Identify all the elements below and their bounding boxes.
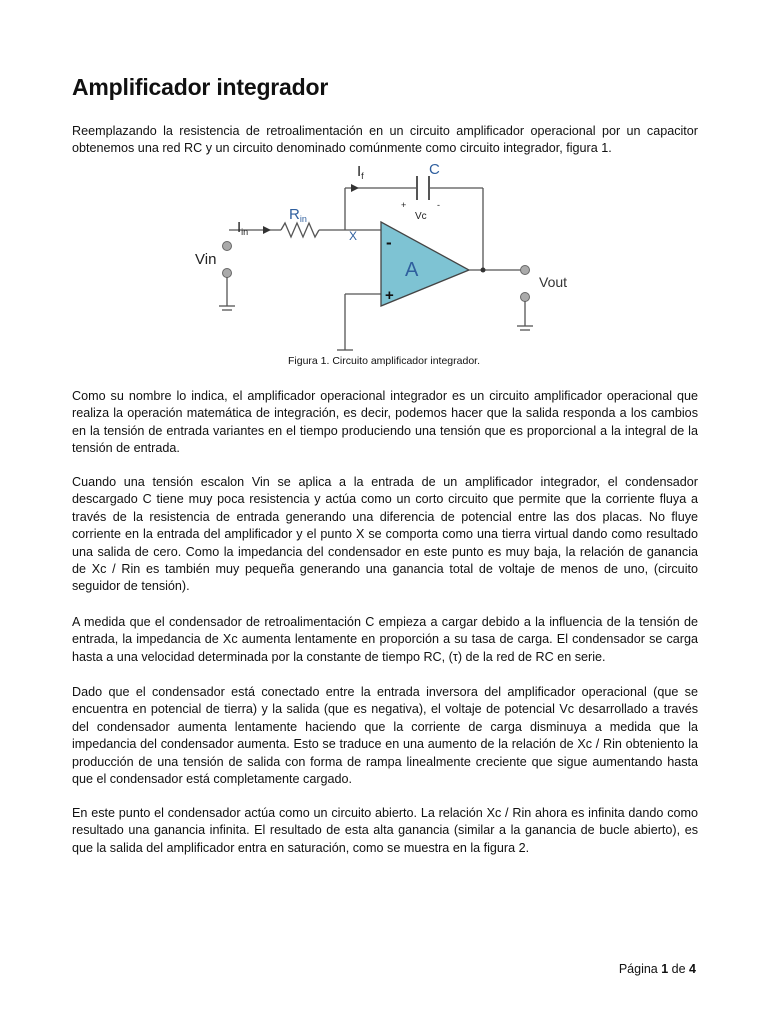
opamp-triangle [381, 222, 469, 306]
paragraph-3: A medida que el condensador de retroalimentación C empieza a cargar debido a la influencia de la tensión de entrada, la impedancia de Xc aumenta lentamente en proporción a su tasa de carga. El condensador se carga hasta a una velocidad determinada por la constante de tiempo RC, (τ) de la red de RC en serie. [72, 615, 698, 664]
paragraph-5: En este punto el condensador actúa como un circuito abierto. La relación Xc / Rin ahora es infinita dando como resultado una ganancia infinita. El resultado de esta alta ganancia (similar a la ganancia de bucle abierto), es que la salida del amplificador entra en saturación, como se muestra en la figura 2. [72, 806, 698, 855]
vin-label: Vin [195, 251, 217, 268]
integrator-circuit-diagram [185, 160, 585, 360]
circuit-figure [185, 160, 585, 360]
output-node [481, 268, 486, 273]
noninverting-input-sign: + [385, 287, 394, 304]
cap-plus-label: + [401, 200, 407, 210]
vout-label: Vout [539, 274, 568, 290]
c-label: C [429, 161, 440, 178]
rin-resistor [281, 223, 319, 237]
vc-label: Vc [415, 211, 427, 222]
paragraph-2: Cuando una tensión escalon Vin se aplica a la entrada de un amplificador integrador, el condensador descargado C tiene muy poca resistencia y actúa como un corto circuito que permite que la corriente fluya a través de la resistencia de entrada generando una diferencia de potencial entre las dos placas. No fluye corriente en la entrada del amplificador y el punto X se comporta como una tierra virtual dando como resultado una salida de cero. Como la impedancia del condensador en este punto es muy baja, la relación de ganancia de Xc / Rin es también muy pequeña generando una ganancia total de voltaje de menos de uno, (circuito seguidor de tensión). [72, 475, 698, 594]
figure-caption: Figura 1. Circuito amplificador integrador. [287, 355, 480, 367]
iin-label: $I_{in}$ [237, 219, 249, 237]
vout-terminal-top [521, 266, 530, 275]
if-arrow [351, 184, 359, 192]
paragraph-4: Dado que el condensador está conectado entre la entrada inversora del amplificador operacional (que se encuentra en potencial de tierra) y la salida (que es negativa), el voltaje de potencial Vc desarrollado a través del condensador aumenta lentamente haciendo que la corriente de carga disminuya a medida que la impedancia del condensador aumenta. Esto se traduce en una aumento de la relación de Xc / Rin obteniento la producción de una tensión de salida con forma de rampa linealmente creciente que sigue aumentando hasta que el condensador está completamente cargado. [72, 685, 698, 787]
if-label: $I_f$ [357, 163, 364, 181]
inverting-input-sign: - [386, 233, 392, 252]
x-node-label: X [349, 229, 358, 243]
intro-paragraph: Reemplazando la resistencia de retroalimentación en un circuito amplificador operacional por un capacitor obtenemos una red RC y un circuito denominado comúnmente como circuito integrador, figura 1. [72, 124, 698, 156]
opamp-a-label: A [405, 259, 419, 281]
vin-terminal-bottom [223, 269, 232, 278]
cap-minus-label: - [437, 200, 440, 210]
paragraph-1: Como su nombre lo indica, el amplificador operacional integrador es un circuito amplificador operacional que realiza la operación matemática de integración, es decir, podemos hacer que la salida responda a los cambios en la tensión de entrada variantes en el tiempo produciendo una tensión que es proporcional a la integral de la tensión de entrada. [72, 389, 698, 456]
page-title: Amplificador integrador [72, 74, 329, 100]
rin-label: $R_{in}$ [289, 206, 307, 224]
page-number: Página 1 de 4 [618, 962, 696, 976]
iin-arrow [263, 226, 271, 234]
vin-terminal-top [223, 242, 232, 251]
vout-terminal-bottom [521, 293, 530, 302]
